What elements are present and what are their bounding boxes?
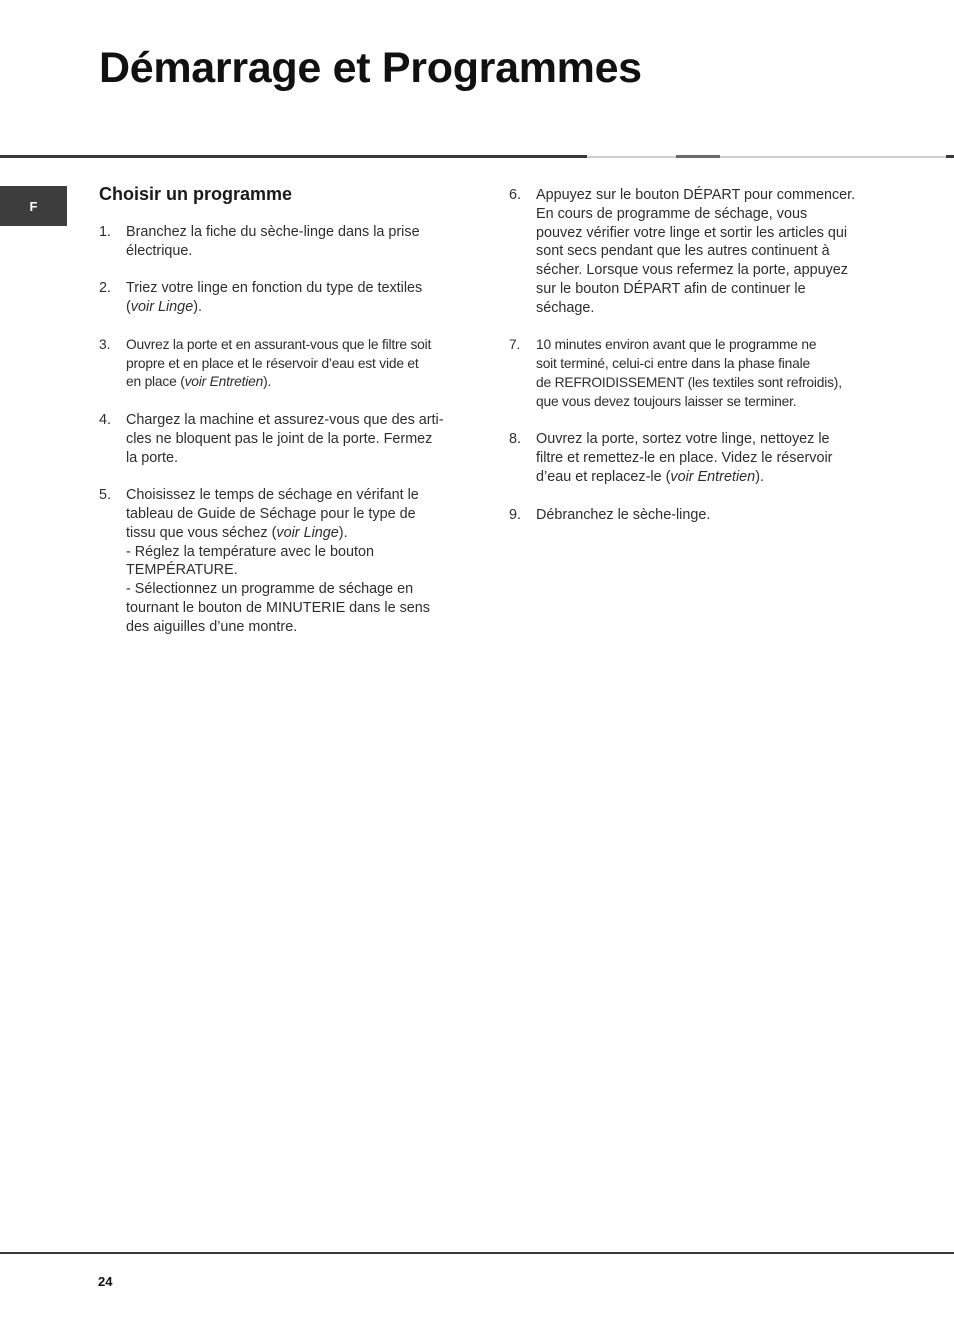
step-line: sont secs pendant que les autres continuent à <box>536 243 830 260</box>
step-number: 7. <box>509 337 521 353</box>
step-number: 2. <box>99 280 112 297</box>
cross-reference: voir Entretien <box>184 374 264 390</box>
step-line: sur le bouton DÉPART afin de continuer le <box>536 280 806 297</box>
steps-column-right <box>509 186 869 543</box>
list-item <box>99 486 467 636</box>
step-line: Chargez la machine et assurez-vous que des arti- <box>126 411 444 428</box>
step-line: Ouvrez la porte, sortez votre linge, nettoyez le <box>536 431 830 448</box>
ref-suffix: ). <box>755 468 764 485</box>
step-number: 6. <box>509 187 522 203</box>
step-number: 1. <box>99 224 112 240</box>
step-line: tournant le bouton de MINUTERIE dans le sens <box>126 599 430 616</box>
step-line: Choisissez le temps de séchage en vérifant le <box>126 487 419 504</box>
section-title: Choisir un programme <box>99 184 293 204</box>
cross-reference: voir Entretien <box>670 468 756 485</box>
list-item <box>509 186 869 318</box>
ref-prefix: tissu que vous séchez ( <box>126 524 277 541</box>
page-number: 24 <box>98 1274 113 1289</box>
step-line: de REFROIDISSEMENT (les textiles sont refroidis), <box>536 374 842 390</box>
language-tab-label: F <box>29 198 38 214</box>
list-item <box>99 411 467 467</box>
step-line: propre et en place et le réservoir d’eau est vide et <box>126 355 419 371</box>
step-line <box>126 373 467 392</box>
step-line: Appuyez sur le bouton DÉPART pour commencer. <box>536 187 856 203</box>
step-number: 3. <box>99 336 111 352</box>
page-title: Démarrage et Programmes <box>99 44 642 92</box>
ref-suffix: ). <box>193 299 202 316</box>
list-item <box>99 223 467 261</box>
step-number: 5. <box>99 487 112 504</box>
step-line: la porte. <box>126 449 178 466</box>
step-line: filtre et remettez-le en place. Videz le réservoir <box>536 450 833 467</box>
ref-prefix: d’eau et replacez-le ( <box>536 468 671 485</box>
step-line: que vous devez toujours laisser se terminer. <box>536 393 797 409</box>
step-line: Ouvrez la porte et en assurant-vous que le filtre soit <box>126 336 432 352</box>
step-line: TEMPÉRATURE. <box>126 562 238 579</box>
step-number: 8. <box>509 431 522 448</box>
step-line: pouvez vérifier votre linge et sortir les articles qui <box>536 224 848 241</box>
step-line: cles ne bloquent pas le joint de la porte. Fermez <box>126 430 433 447</box>
header-rule-light <box>720 156 946 158</box>
step-line <box>536 468 869 487</box>
step-line: 10 minutes environ avant que le programme ne <box>536 337 817 353</box>
step-number: 4. <box>99 411 112 428</box>
step-line: - Sélectionnez un programme de séchage en <box>126 581 414 598</box>
step-line: En cours de programme de séchage, vous <box>536 205 808 222</box>
step-line: Branchez la fiche du sèche-linge dans la prise <box>126 224 420 240</box>
list-item <box>509 506 869 525</box>
ref-prefix: en place ( <box>126 374 185 390</box>
list-item <box>509 336 869 411</box>
step-line: électrique. <box>126 242 193 259</box>
step-line: - Réglez la température avec le bouton <box>126 543 374 560</box>
step-line: Débranchez le sèche-linge. <box>536 506 711 523</box>
step-line <box>126 298 467 317</box>
cross-reference: voir Linge <box>130 299 194 316</box>
step-line: séchage. <box>536 299 595 316</box>
footer-rule <box>0 1252 954 1254</box>
header-rule-dark <box>0 155 587 158</box>
list-item <box>99 336 467 392</box>
step-line: tableau de Guide de Séchage pour le type de <box>126 505 416 522</box>
header-rule-accent <box>676 155 720 158</box>
step-number: 9. <box>509 506 522 523</box>
header-rule-end <box>946 155 954 158</box>
list-item <box>99 279 467 317</box>
cross-reference: voir Linge <box>276 524 339 541</box>
ref-prefix: ( <box>126 299 131 316</box>
step-line: soit terminé, celui-ci entre dans la phase finale <box>536 356 810 372</box>
ref-suffix: ). <box>263 374 272 390</box>
step-line: des aiguilles d’une montre. <box>126 618 298 635</box>
list-item <box>509 430 869 486</box>
header-rule-light <box>587 156 676 158</box>
steps-column-left <box>99 223 467 655</box>
step-line: sécher. Lorsque vous refermez la porte, appuyez <box>536 262 848 279</box>
ref-suffix: ). <box>338 524 348 541</box>
step-line: Triez votre linge en fonction du type de textiles <box>126 280 423 297</box>
step-line <box>126 524 467 543</box>
language-tab <box>0 186 67 226</box>
